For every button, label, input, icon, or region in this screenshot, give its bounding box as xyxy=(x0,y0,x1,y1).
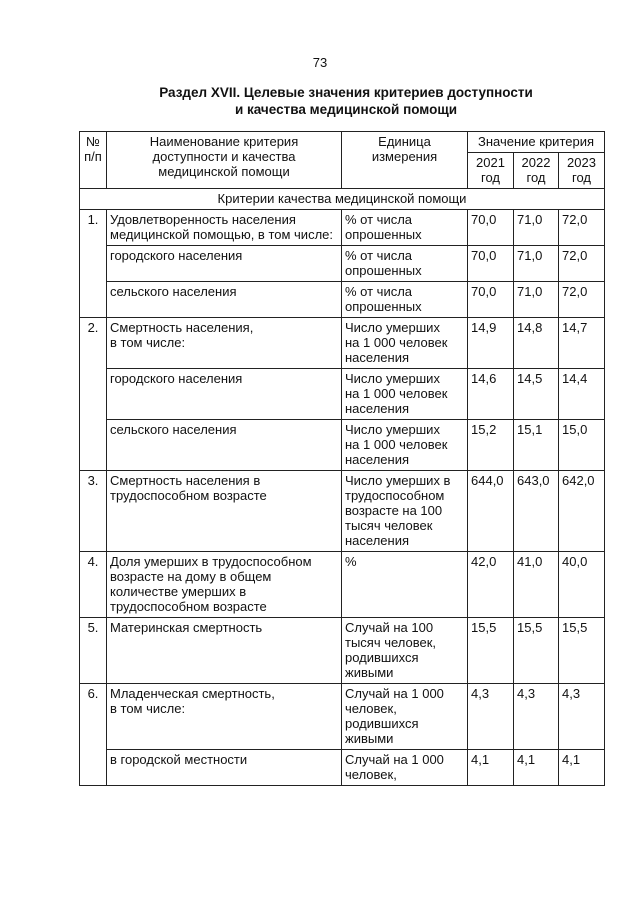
table-row xyxy=(80,471,605,552)
unit-cell: Число умерших на 1 000 человек населения xyxy=(342,369,468,420)
value-2021-cell: 15,2 xyxy=(468,420,514,471)
criterion-name-cell: Младенческая смертность, в том числе: xyxy=(107,684,342,750)
value-2021-cell: 14,9 xyxy=(468,318,514,369)
criterion-name-cell: Смертность населения, в том числе: xyxy=(107,318,342,369)
unit-cell: Случай на 100 тысяч человек, родившихся живыми xyxy=(342,618,468,684)
value-2022-cell: 71,0 xyxy=(514,246,559,282)
value-2022-cell: 4,1 xyxy=(514,750,559,786)
header-unit: Единица измерения xyxy=(342,132,468,189)
title-line-2: и качества медицинской помощи xyxy=(234,102,458,117)
value-2021-cell: 42,0 xyxy=(468,552,514,618)
table-row xyxy=(80,552,605,618)
value-2022-cell: 643,0 xyxy=(514,471,559,552)
value-2023-cell: 14,7 xyxy=(559,318,605,369)
value-2023-cell: 72,0 xyxy=(559,246,605,282)
table-row xyxy=(80,318,605,369)
value-2023-cell: 40,0 xyxy=(559,552,605,618)
header-year-2021: 2021 год xyxy=(468,153,514,189)
unit-cell: % от числа опрошенных xyxy=(342,282,468,318)
section-title xyxy=(0,84,640,118)
table-row xyxy=(80,369,605,420)
unit-cell: Число умерших на 1 000 человек населения xyxy=(342,420,468,471)
value-2022-cell: 4,3 xyxy=(514,684,559,750)
header-criterion-value: Значение критерия xyxy=(468,132,605,153)
unit-cell: % от числа опрошенных xyxy=(342,210,468,246)
value-2022-cell: 15,5 xyxy=(514,618,559,684)
value-2023-cell: 72,0 xyxy=(559,282,605,318)
table-row xyxy=(80,420,605,471)
value-2022-cell: 41,0 xyxy=(514,552,559,618)
criteria-table xyxy=(79,131,605,786)
table-row xyxy=(80,210,605,246)
value-2022-cell: 14,8 xyxy=(514,318,559,369)
title-line-1: Раздел XVII. Целевые значения критериев доступности xyxy=(159,85,533,100)
value-2023-cell: 72,0 xyxy=(559,210,605,246)
criterion-name-cell: Смертность населения в трудоспособном возрасте xyxy=(107,471,342,552)
table-row xyxy=(80,684,605,750)
row-number: 4. xyxy=(80,552,107,618)
criterion-name-cell: городского населения xyxy=(107,369,342,420)
value-2022-cell: 71,0 xyxy=(514,282,559,318)
unit-cell: Случай на 1 000 человек, xyxy=(342,750,468,786)
header-number: № п/п xyxy=(80,132,107,189)
value-2023-cell: 642,0 xyxy=(559,471,605,552)
value-2021-cell: 70,0 xyxy=(468,282,514,318)
value-2023-cell: 4,1 xyxy=(559,750,605,786)
value-2022-cell: 14,5 xyxy=(514,369,559,420)
value-2023-cell: 14,4 xyxy=(559,369,605,420)
header-year-2022: 2022 год xyxy=(514,153,559,189)
criterion-name-cell: Материнская смертность xyxy=(107,618,342,684)
row-number: 3. xyxy=(80,471,107,552)
criterion-name-cell: в городской местности xyxy=(107,750,342,786)
criterion-name-cell: сельского населения xyxy=(107,282,342,318)
value-2022-cell: 15,1 xyxy=(514,420,559,471)
row-number: 6. xyxy=(80,684,107,786)
section-header: Критерии качества медицинской помощи xyxy=(80,189,605,210)
unit-cell: Число умерших в трудоспособном возрасте на 100 тысяч человек населения xyxy=(342,471,468,552)
value-2021-cell: 4,1 xyxy=(468,750,514,786)
row-number: 2. xyxy=(80,318,107,471)
table-row xyxy=(80,282,605,318)
value-2023-cell: 15,5 xyxy=(559,618,605,684)
criterion-name-cell: сельского населения xyxy=(107,420,342,471)
table-row xyxy=(80,246,605,282)
value-2021-cell: 644,0 xyxy=(468,471,514,552)
value-2022-cell: 71,0 xyxy=(514,210,559,246)
value-2023-cell: 15,0 xyxy=(559,420,605,471)
criterion-name-cell: Удовлетворенность населения медицинской помощью, в том числе: xyxy=(107,210,342,246)
table-row xyxy=(80,750,605,786)
row-number: 1. xyxy=(80,210,107,318)
unit-cell: % xyxy=(342,552,468,618)
page-number: 73 xyxy=(312,55,328,70)
row-number: 5. xyxy=(80,618,107,684)
value-2021-cell: 70,0 xyxy=(468,246,514,282)
header-criterion-name: Наименование критерия доступности и качества медицинской помощи xyxy=(107,132,342,189)
value-2021-cell: 4,3 xyxy=(468,684,514,750)
unit-cell: Число умерших на 1 000 человек населения xyxy=(342,318,468,369)
value-2021-cell: 15,5 xyxy=(468,618,514,684)
table-row xyxy=(80,618,605,684)
value-2021-cell: 70,0 xyxy=(468,210,514,246)
criterion-name-cell: городского населения xyxy=(107,246,342,282)
header-year-2023: 2023 год xyxy=(559,153,605,189)
unit-cell: % от числа опрошенных xyxy=(342,246,468,282)
table-body xyxy=(80,210,605,786)
value-2023-cell: 4,3 xyxy=(559,684,605,750)
criterion-name-cell: Доля умерших в трудоспособном возрасте на дому в общем количестве умерших в трудоспособном возрасте xyxy=(107,552,342,618)
value-2021-cell: 14,6 xyxy=(468,369,514,420)
unit-cell: Случай на 1 000 человек, родившихся живыми xyxy=(342,684,468,750)
